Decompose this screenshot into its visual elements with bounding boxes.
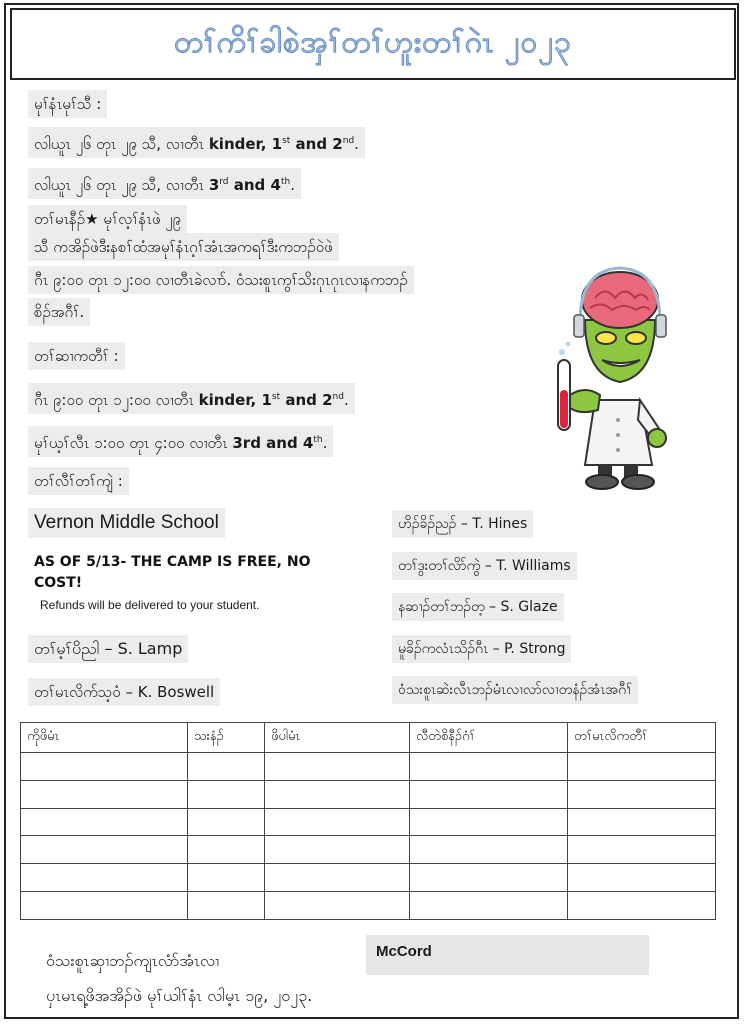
time-line-1 (28, 383, 355, 414)
table-cell[interactable] (410, 752, 568, 780)
table-cell[interactable] (21, 836, 188, 864)
date-line-2-text: 3 (208, 176, 220, 194)
table-header-age: သးနံၣ် (188, 723, 265, 753)
staff-right-1: ဟိၣ်ခိၣ်ညၣ် – T. Hines (392, 510, 533, 538)
table-cell[interactable] (188, 752, 265, 780)
free-camp-notice (28, 546, 328, 630)
footer-teacher-name: McCord (366, 935, 649, 975)
footer-due-date: ပှၤမၤရ့ဖိအအိၣ်ဖဲ မုၢ်ယါၢ်နံၤ လါမ့ၤ ၁၉, ၂၀၂၃. (46, 986, 313, 1005)
table-cell[interactable] (265, 780, 410, 808)
table-cell[interactable] (265, 836, 410, 864)
date-line-1-end: . (354, 135, 359, 153)
time-line-2-end: . (322, 434, 328, 452)
time-line-1-text: kinder, 1 (198, 391, 272, 409)
table-cell[interactable] (410, 780, 568, 808)
table-cell[interactable] (568, 808, 716, 836)
date-line-1 (28, 127, 365, 158)
table-row (21, 892, 716, 920)
table-header-phone: လီတဲစိနီၣ်ဂံၢ် (410, 723, 568, 753)
title-box (10, 8, 736, 80)
footer-return-instruction: ဝံသးစူၤဆှၢဘၣ်ကျၤလံာ်အံၤလၢ (46, 951, 220, 970)
table-cell[interactable] (21, 892, 188, 920)
staff-right-5: ဝံသးစူၤဆဲးလီၤဘၣ်မံၤလၢလာ်လၢတနံၣ်အံၤအဂီၢ် (392, 676, 638, 704)
registration-table (20, 722, 716, 920)
staff-left-1: တၢ်မ့ၢ်ပိညါ – S. Lamp (28, 635, 188, 663)
table-header-parent-name: ဖိပါမံၤ (265, 723, 410, 753)
page-title: တၢ်ကိၢ်ခါစဲအှၢ်တၢ်ဟူးတၢ်ဂဲၤ ၂၀၂၃ (174, 24, 572, 60)
friday-note-2: ဂီၤ ၉:၀၀ တုၤ ၁၂:၀၀ လၢတီၤခဲလၢာ်. ဝံသးစူၤကွၢ်သိးဂုၤဂုၤလၢနကဘၣ် (28, 266, 414, 294)
table-row (21, 752, 716, 780)
table-cell[interactable] (410, 892, 568, 920)
table-header-class: တၢ်မၤလိကတီၢ် (568, 723, 716, 753)
date-line-1-sup2: nd (342, 136, 355, 146)
table-cell[interactable] (188, 780, 265, 808)
table-cell[interactable] (265, 808, 410, 836)
friday-note-3: စိၣ်အဂီၢ်. (28, 298, 90, 326)
date-line-1-sup1: st (282, 136, 291, 146)
location-heading: တၢ်လီၢ်တၢ်ကျဲ : (28, 467, 129, 495)
table-cell[interactable] (265, 892, 410, 920)
mascot-test-tube-icon (558, 342, 571, 431)
table-cell[interactable] (265, 752, 410, 780)
time-line-1-mid: and 2 (280, 391, 333, 409)
time-line-1-sup1: st (271, 392, 281, 402)
table-cell[interactable] (568, 892, 716, 920)
date-line-2-end: . (290, 176, 295, 194)
table-cell[interactable] (265, 864, 410, 892)
staff-right-3: နဆၢၣ်တၢ်ဘၣ်တ့ – S. Glaze (392, 593, 564, 621)
time-line-2-text: 3rd and 4 (232, 434, 314, 452)
notice-subtext: Refunds will be delivered to your student. (40, 598, 260, 612)
table-cell[interactable] (188, 808, 265, 836)
date-line-1-prefix: လါယူၤ ၂၆ တုၤ ၂၉ သီ, လၢတီၤ (34, 135, 209, 153)
table-cell[interactable] (188, 864, 265, 892)
table-cell[interactable] (568, 780, 716, 808)
date-line-1-mid: and 2 (290, 135, 343, 153)
date-line-2-sup1: rd (219, 177, 229, 187)
staff-left-2: တၢ်မၤလိက်သ့ဝံ – K. Boswell (28, 678, 220, 706)
time-line-1-end: . (343, 391, 349, 409)
date-line-2-prefix: လါယူၤ ၂၆ တုၤ ၂၉ သီ, လၢတီၤ (34, 176, 209, 194)
time-line-2 (28, 426, 333, 457)
table-cell[interactable] (21, 864, 188, 892)
friday-line: တၢ်မၤနီၣ်★ မုၢ်လ့ၢ်နံၤဖဲ ၂၉ (28, 205, 187, 233)
table-header-row (21, 723, 716, 753)
table-cell[interactable] (21, 752, 188, 780)
times-heading: တၢ်ဆၢကတီၢ် : (28, 342, 125, 370)
time-line-2-sup: th (313, 435, 323, 445)
table-cell[interactable] (410, 836, 568, 864)
date-line-2-mid: and 4 (228, 176, 281, 194)
date-line-2 (28, 168, 301, 199)
mad-scientist-zombie-icon (540, 260, 690, 495)
table-cell[interactable] (21, 780, 188, 808)
time-line-2-prefix: မုၢ်ယ့ၢ်လီၤ ၁:၀၀ တုၤ ၄:၀၀ လၢတီၤ (34, 434, 233, 452)
table-row (21, 780, 716, 808)
staff-right-2: တၢ်ဒွးတၢ်လိာ်ကွဲ – T. Williams (392, 552, 577, 580)
date-line-2-sup2: th (280, 177, 291, 187)
time-line-1-sup2: nd (332, 392, 344, 402)
dates-heading: မုၢ်နံၤမုၢ်သီ : (28, 90, 107, 118)
table-cell[interactable] (568, 836, 716, 864)
table-cell[interactable] (568, 864, 716, 892)
table-row (21, 808, 716, 836)
table-header-student-name: ကိုဖိမံၤ (21, 723, 188, 753)
table-cell[interactable] (188, 892, 265, 920)
table-cell[interactable] (410, 864, 568, 892)
table-row (21, 864, 716, 892)
table-row (21, 836, 716, 864)
friday-note-1: သီ ကအိၣ်ဖဲဒီးနစၢ်ထံအမုၢ်နံၤဂ့ၢ်အံၤအကရၢ်ဒီးကဘၣ်ဝဲဖဲ (28, 233, 339, 261)
staff-right-4: မူခိၣ်ကလံၤသိၣ်ဂီၤ – P. Strong (392, 635, 571, 663)
table-cell[interactable] (568, 752, 716, 780)
date-line-1-text: kinder, 1 (208, 135, 283, 153)
table-cell[interactable] (188, 836, 265, 864)
table-cell[interactable] (410, 808, 568, 836)
notice-headline: AS OF 5/13- THE CAMP IS FREE, NO COST! (34, 554, 311, 591)
school-name: Vernon Middle School (28, 508, 225, 538)
time-line-1-prefix: ဂီၤ ၉:၀၀ တုၤ ၁၂:၀၀ လၢတီၤ (34, 391, 199, 409)
table-cell[interactable] (21, 808, 188, 836)
